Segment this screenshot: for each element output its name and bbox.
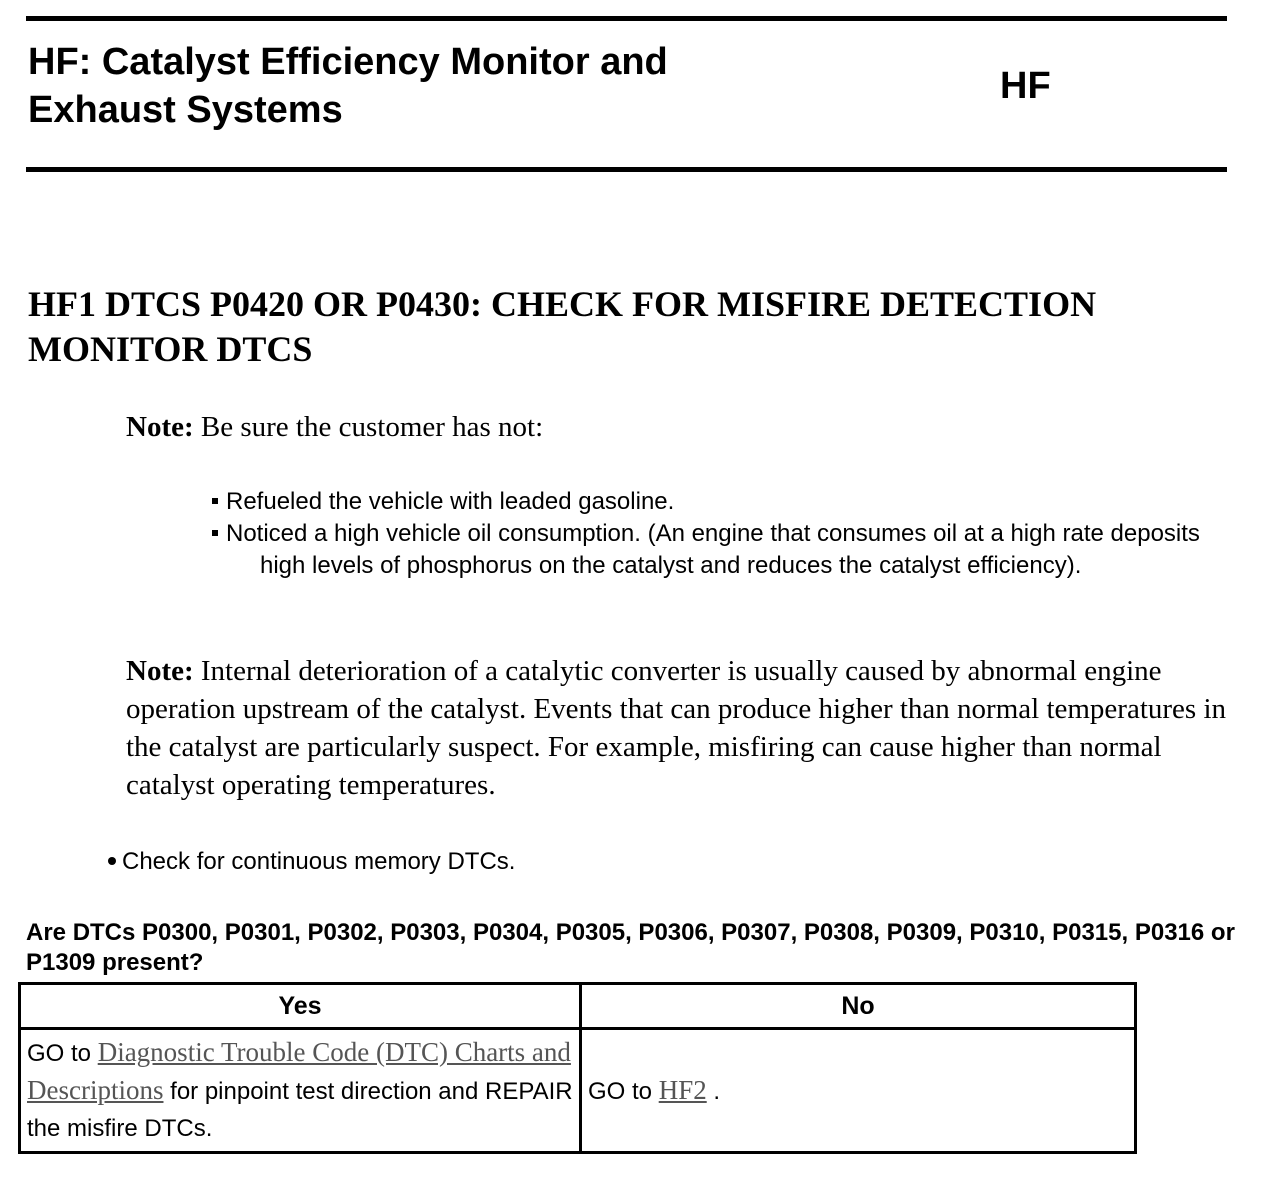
square-bullet-icon [212, 498, 218, 504]
list-item [210, 486, 1200, 518]
note-deterioration [126, 652, 1236, 804]
condition-list [210, 486, 1200, 582]
column-header-yes: Yes [20, 984, 581, 1029]
dtc-charts-link[interactable]: Diagnostic Trouble Code (DTC) Charts and Descriptions [27, 1037, 571, 1105]
header-bottom-rule [26, 167, 1227, 172]
note-customer [126, 408, 1236, 446]
square-bullet-icon [212, 530, 218, 536]
answer-table [18, 982, 1137, 1154]
note-label: Note: [126, 411, 194, 443]
table-header-row [20, 984, 1136, 1029]
top-rule [26, 16, 1227, 21]
note-text: Internal deterioration of a catalytic converter is usually caused by abnormal engine operation upstream of the catalyst. Events that can produce higher than normal temperatures in the catalyst are particularly suspect. For example, misfiring can cause higher than normal catalyst operating temperatures. [126, 655, 1227, 801]
check-instruction [108, 846, 515, 878]
note-label: Note: [126, 655, 194, 687]
no-suffix: . [713, 1077, 721, 1105]
list-item-text: Refueled the vehicle with leaded gasoline. [226, 488, 675, 515]
step-heading: HF1 DTCS P0420 OR P0430: CHECK FOR MISFIRE DETECTION MONITOR DTCS [28, 284, 1097, 369]
table-row [20, 1029, 1136, 1153]
section-title: HF: Catalyst Efficiency Monitor and Exhaust Systems [28, 41, 668, 131]
list-item [210, 518, 1200, 582]
no-prefix: GO to [588, 1077, 653, 1105]
round-bullet-icon [108, 857, 116, 865]
yes-cell [20, 1029, 581, 1153]
section-code: HF [1000, 65, 1051, 107]
hf2-link[interactable]: HF2 [658, 1074, 707, 1105]
yes-suffix: for pinpoint test direction and REPAIR the misfire DTCs. [27, 1078, 573, 1142]
no-cell [581, 1029, 1136, 1153]
question-text: Are DTCs P0300, P0301, P0302, P0303, P0304, P0305, P0306, P0307, P0308, P0309, P0310, P0315, P0316 or P1309 present? [26, 919, 1235, 976]
column-header-no: No [581, 984, 1136, 1029]
list-item-text: Noticed a high vehicle oil consumption. (An engine that consumes oil at a high rate deposits high levels of phosphorus on the catalyst and reduces the catalyst efficiency). [226, 520, 1200, 579]
check-text: Check for continuous memory DTCs. [122, 848, 516, 875]
note-text: Be sure the customer has not: [200, 411, 544, 443]
yes-prefix: GO to [27, 1040, 92, 1067]
